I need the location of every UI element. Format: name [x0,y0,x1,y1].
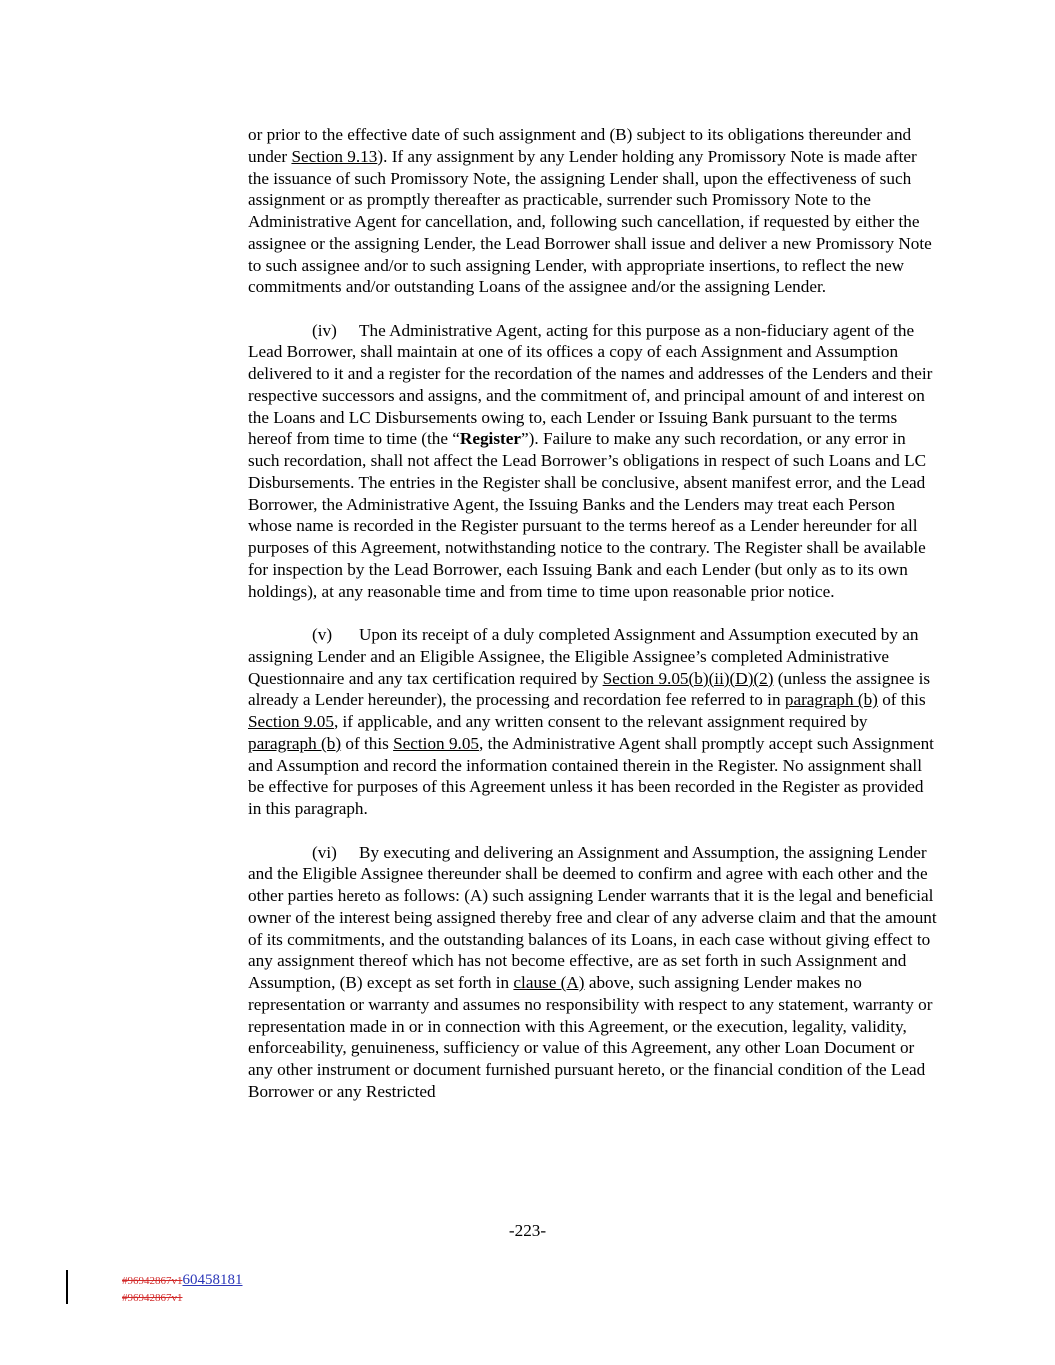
cross-reference-link: Section 9.05(b)(ii)(D)(2) [602,668,774,688]
document-id-footer [122,1272,243,1289]
paragraph-acceptance [248,624,938,820]
paragraph-text: The Administrative Agent, acting for this purpose as a non-fiduciary agent of the Lead Borrower, shall maintain at one of its offices a copy of each Assignment and Assumption delivered to it and a register for the recordation of the names and addresses of the Lenders and their respective successors and assigns, and the commitment of, and principal amount of and interest on the Loans and LC Disbursements owing to, each Lender or Issuing Bank pursuant to the terms hereof from time to time (the “ [248,320,933,449]
paragraph-text: ). If any assignment by any Lender holding any Promissory Note is made after the issuance of such Promissory Note, the assigning Lender shall, upon the effectiveness of such assignment or as promptly thereafter as practicable, surrender such Promissory Note to the Administrative Agent for cancellation, and, following such cancellation, if requested by either the assignee or the assigning Lender, the Lead Borrower shall issue and deliver a new Promissory Note to such assignee and/or to such assigning Lender, with appropriate insertions, to reflect the new commitments and/or outstanding Loans of the assignee and/or the assigning Lender. [248,146,932,297]
paragraph-text: of this [341,733,394,753]
clause-number: (v) [312,625,333,645]
cross-reference-link: paragraph (b) [784,690,878,710]
paragraph-text: , the Administrative Agent shall promptly accept such Assignment and Assumption and record the information contained therein in the Register. No assignment shall be effective for purposes of this Agreement unless it has been recorded in the Register as provided in this paragraph. [248,733,934,819]
inserted-document-id: 60458181 [182,1272,243,1288]
document-body [248,124,938,1124]
paragraph-text: of this [877,690,926,710]
change-bar [66,1270,68,1304]
paragraph-text: , if applicable, and any written consent to the relevant assignment required by [333,712,868,732]
page-number: -223- [508,1221,547,1240]
paragraph-text: Upon its receipt of a duly completed Assignment and Assumption executed by an assigning Lender and an Eligible Assignee, the Eligible Assignee’s completed Administrative Questionnaire and any tax certification required by [248,625,919,688]
cross-reference-link: Section 9.13 [291,146,378,166]
document-id-footer-secondary [122,1290,183,1305]
deleted-document-id: #96942867v1 [122,1292,183,1304]
paragraph-text: (unless the assignee is already a Lender hereunder), the processing and recordation fee referred to in [248,668,931,710]
paragraph-representations [248,842,938,1103]
cross-reference-link: Section 9.05 [248,712,334,732]
clause-number: (vi) [312,842,337,862]
paragraph-text: above, such assigning Lender makes no representation or warranty and assumes no responsibility with respect to any statement, warranty or representation made in or in connection with this Agreement, or the execution, legality, validity, enforceability, genuineness, sufficiency or value of this Agreement, any other Loan Document or any other instrument or document furnished pursuant hereto, or the financial condition of the Lead Borrower or any Restricted [248,973,933,1101]
deleted-document-id: #96942867v1 [122,1275,183,1287]
cross-reference-link: Section 9.05 [393,733,480,753]
paragraph-text: By executing and delivering an Assignment and Assumption, the assigning Lender and the Eligible Assignee thereunder shall be deemed to confirm and agree with each other and the other parties hereto as follows: (A) such assigning Lender warrants that it is the legal and beneficial owner of the interest being assigned thereby free and clear of any adverse claim and that the amount of its commitments, and the outstanding balances of its Loans, in each case without giving effect to any assignment thereof which has not become effective, are as set forth in such Assignment and Assumption, (B) except as set forth in [248,842,937,993]
paragraph-text: or prior to the effective date of such assignment and (B) subject to its obligations thereunder and under [248,125,912,166]
cross-reference-link: paragraph (b) [248,733,342,753]
defined-term: Register [459,429,521,449]
clause-number: (iv) [312,320,337,340]
paragraph-register [248,320,938,603]
cross-reference-link: clause (A) [513,973,585,993]
paragraph-text: ”). Failure to make any such recordation, or any error in such recordation, shall not affect the Lead Borrower’s obligations in respect of such Loans and LC Disbursements. The entries in the Register shall be conclusive, absent manifest error, and the Lead Borrower, the Administrative Agent, the Issuing Banks and the Lenders may treat each Person whose name is recorded in the Register pursuant to the terms hereof as a Lender hereunder for all purposes of this Agreement, notwithstanding notice to the contrary. The Register shall be available for inspection by the Lead Borrower, each Issuing Bank and each Lender (but only as to its own holdings), at any reasonable time and from time to time upon reasonable prior notice. [248,429,927,601]
paragraph-continuation [248,124,938,298]
